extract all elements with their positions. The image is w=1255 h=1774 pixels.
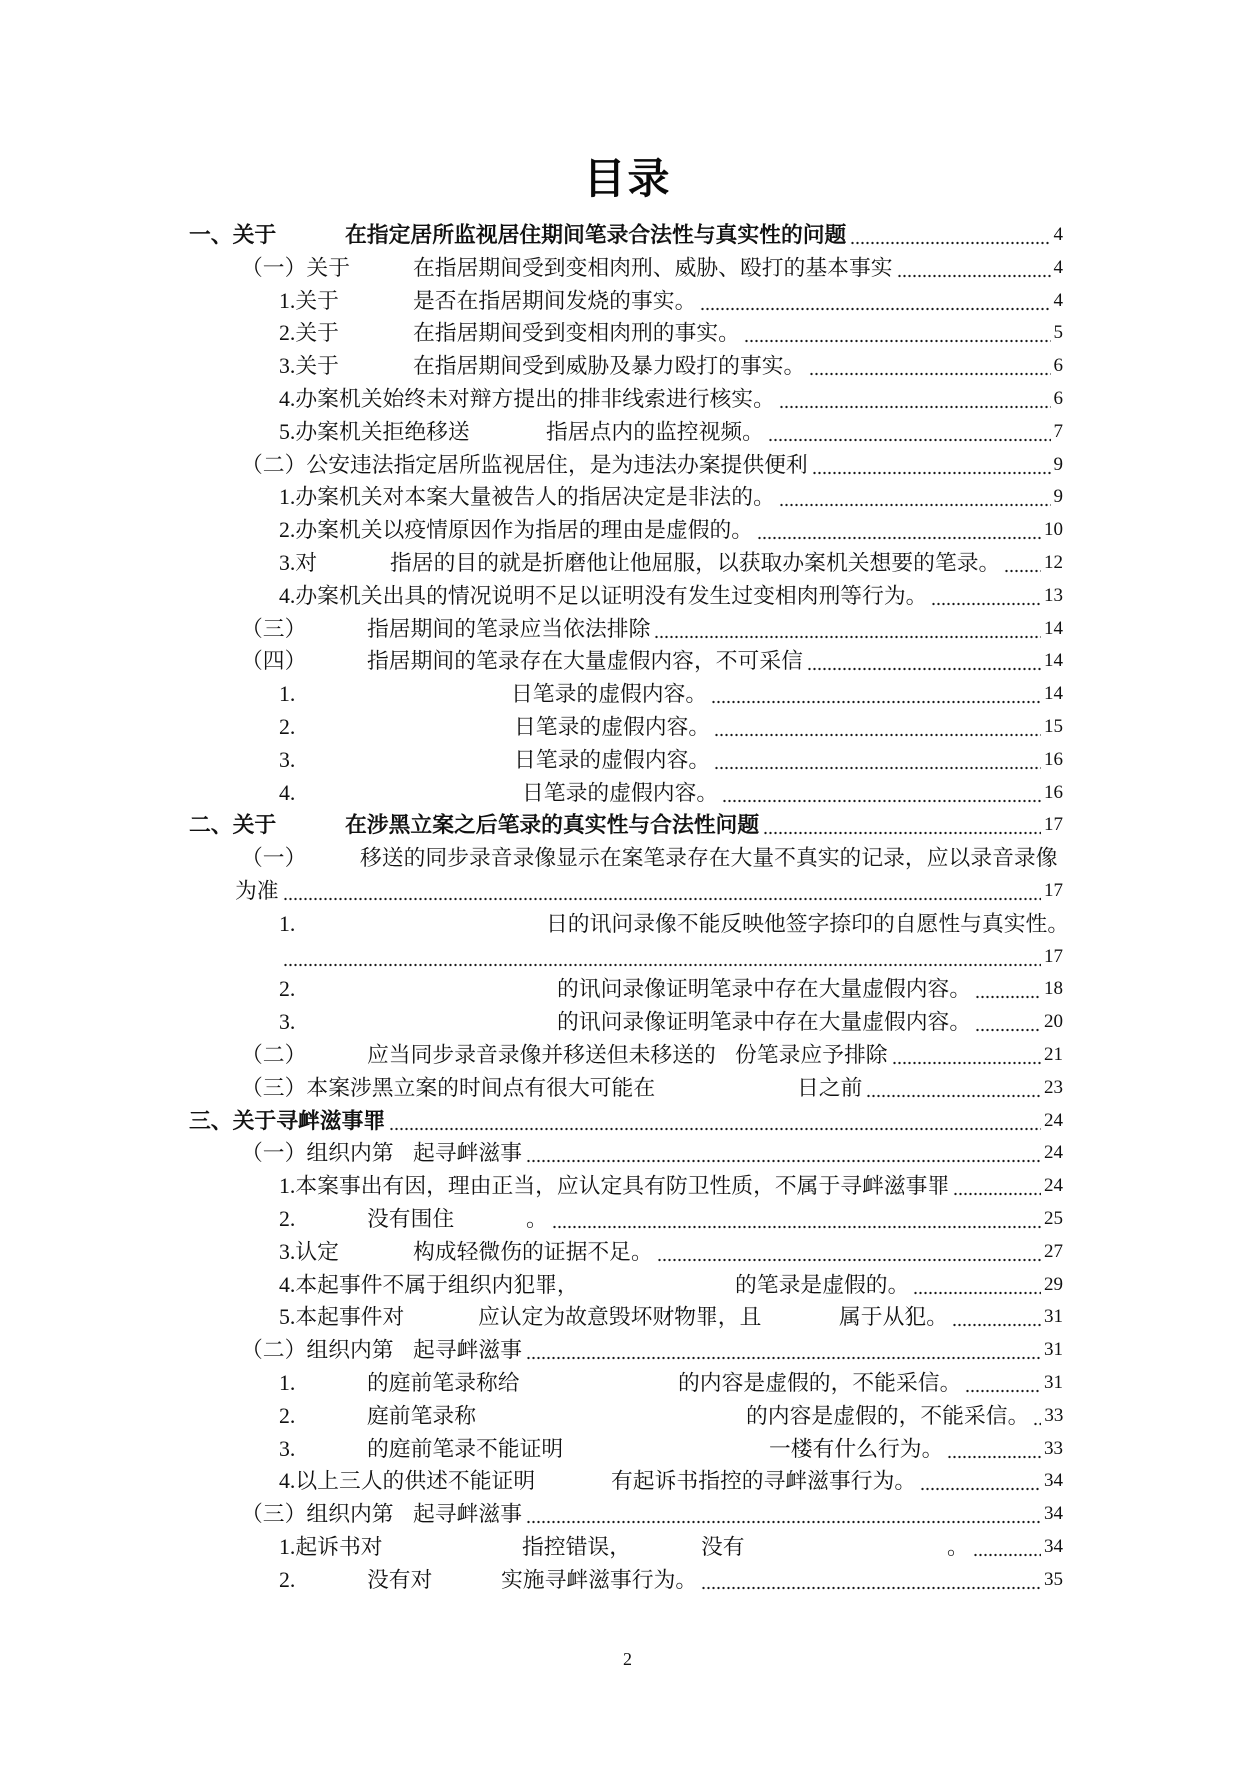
dot-leader — [763, 809, 1041, 841]
toc-page-number: 33 — [1044, 1437, 1063, 1459]
toc-page-number: 6 — [1053, 388, 1063, 409]
toc-entry-text: 在涉黑立案之后笔录的真实性与合法性问题 — [345, 813, 760, 838]
dot-leader — [866, 1072, 1041, 1104]
toc-entry-text: 没有围住 — [367, 1207, 455, 1231]
dot-leader — [973, 1531, 1041, 1563]
toc-entry-row — [279, 514, 1063, 546]
toc-entry-text: 有起诉书指控的寻衅滋事行为。 — [611, 1469, 917, 1494]
toc-page-number: 35 — [1044, 1568, 1063, 1590]
toc-entry-text: 2. — [279, 715, 296, 739]
toc-page-number: 31 — [1044, 1306, 1063, 1328]
toc-entry-text: 的讯问录像证明笔录中存在大量虚假内容。 — [557, 1010, 972, 1035]
toc-entry-row — [546, 416, 1063, 448]
toc-entry-text: 1.本案事出有因，理由正当，应认定具有防卫性质，不属于寻衅滋事罪 — [279, 1174, 950, 1199]
toc-entry-text: 的庭前笔录不能证明 — [367, 1436, 564, 1461]
toc-entry-row — [769, 1433, 1063, 1465]
toc-entry-text: 日笔录的虚假内容。 — [514, 715, 711, 739]
toc-entry-text: （三）本案涉黑立案的时间点有很大可能在 — [241, 1075, 656, 1100]
toc-entry-text: 。 — [947, 1535, 969, 1559]
toc-entry-text: 3.对 — [279, 551, 318, 575]
dot-leader — [654, 613, 1041, 645]
toc-entry-row — [279, 941, 1063, 973]
toc-page-number: 4 — [1053, 256, 1063, 278]
toc-page-number: 15 — [1044, 716, 1063, 737]
toc-entry-text: 2. — [279, 1567, 296, 1592]
toc-page-number: 4 — [1053, 289, 1063, 311]
toc-page-number: 33 — [1044, 1404, 1064, 1426]
toc-entry-text: 没有对 — [367, 1567, 433, 1592]
toc-page-number: 5 — [1053, 322, 1063, 344]
dot-leader — [975, 973, 1041, 1005]
toc-entry-text: 5.办案机关拒绝移送 — [279, 419, 470, 444]
toc-entry-text: （三）组织内第 — [241, 1502, 394, 1527]
toc-page-number: 16 — [1044, 781, 1063, 803]
dot-leader — [526, 1498, 1041, 1530]
toc-entry-text: （一）组织内第 — [241, 1141, 394, 1166]
toc-entry-text: 属于从犯。 — [839, 1305, 948, 1330]
toc-entry-row — [279, 383, 1063, 415]
dot-leader — [711, 678, 1041, 710]
toc-entry-row — [514, 744, 1063, 776]
toc-entry-text: 在指居期间受到威胁及暴力殴打的事实。 — [413, 354, 806, 379]
toc-entry-row — [367, 645, 1063, 677]
toc-page-number: 17 — [1044, 880, 1063, 901]
dot-leader — [892, 1039, 1041, 1071]
dot-leader — [1004, 547, 1041, 579]
toc-page-number: 24 — [1044, 1142, 1063, 1164]
toc-entry-text: 指居点内的监控视频。 — [546, 419, 764, 444]
toc-entry-row — [746, 1400, 1063, 1432]
toc-entry-row — [279, 580, 1063, 612]
dot-leader — [768, 416, 1051, 448]
toc-entry-text: 一楼有什么行为。 — [769, 1436, 944, 1461]
toc-entry-text: 3.关于 — [279, 354, 339, 379]
toc-entry-text: 移送的同步录音录像显示在案笔录存在大量不真实的记录，应以录音录像 — [360, 846, 1058, 871]
toc-entry-text: 指居期间的笔录应当依法排除 — [367, 616, 651, 641]
toc-entry-text: 起寻衅滋事 — [413, 1502, 522, 1527]
dot-leader — [779, 383, 1051, 415]
dot-leader — [700, 285, 1050, 317]
toc-entry-text: 4.以上三人的供述不能证明 — [279, 1469, 536, 1494]
toc-entry-row — [413, 252, 1063, 284]
toc-entry-text: 在指居期间受到变相肉刑、威胁、殴打的基本事实 — [413, 255, 893, 280]
toc-entry-text: 4.办案机关始终未对辩方提出的排非线索进行核实。 — [279, 387, 775, 411]
toc-page-number: 6 — [1053, 355, 1063, 377]
toc-page-number: 18 — [1044, 978, 1063, 1000]
toc-entry-text: 日笔录的虚假内容。 — [514, 747, 711, 772]
toc-entry-text: 日笔录的虚假内容。 — [522, 780, 719, 805]
toc-entry-text: 份笔录应予排除 — [735, 1043, 888, 1067]
toc-entry-row — [413, 285, 1063, 317]
toc-entry-text: 是否在指居期间发烧的事实。 — [413, 288, 697, 313]
toc-page-number: 14 — [1044, 617, 1063, 639]
toc-page-number: 10 — [1044, 519, 1063, 541]
toc-page-number: 24 — [1044, 1175, 1063, 1197]
toc-entry-text: 4. — [279, 780, 296, 805]
toc-entry-text: 的内容是虚假的，不能采信。 — [746, 1403, 1030, 1428]
toc-entry-text: 应当同步录音录像并移送但未移送的 — [367, 1043, 716, 1067]
toc-page-number: 23 — [1044, 1076, 1063, 1098]
dot-leader — [714, 711, 1041, 743]
toc-entry-row — [611, 1465, 1063, 1497]
toc-entry-row — [735, 1039, 1063, 1071]
toc-entry-text: 构成轻微伤的证据不足。 — [413, 1239, 653, 1264]
toc-page-number: 17 — [1044, 945, 1063, 967]
toc-page-number: 24 — [1044, 1109, 1063, 1131]
toc-entry-text: （一）关于 — [241, 255, 350, 280]
toc-page-number: 9 — [1053, 453, 1063, 475]
toc-entry-text: 应认定为故意毁坏财物罪，且 — [478, 1305, 762, 1330]
toc-entry-row — [413, 1137, 1063, 1169]
toc-entry-row — [557, 1006, 1063, 1038]
toc-entry-row — [390, 547, 1063, 579]
toc-page-number: 17 — [1044, 814, 1063, 836]
toc-entry-text: 日之前 — [797, 1075, 863, 1100]
toc-entry-text: 5.本起事件对 — [279, 1305, 405, 1330]
dot-leader — [850, 219, 1050, 251]
toc-entry-text: （四） — [241, 649, 307, 674]
toc-entry-text: 实施寻衅滋事行为。 — [501, 1567, 698, 1592]
dot-leader — [1033, 1400, 1041, 1432]
toc-entry-text: 3. — [279, 1436, 296, 1461]
toc-entry-text: 2. — [279, 1207, 296, 1231]
toc-entry-text: 1. — [279, 911, 296, 936]
dot-leader — [722, 777, 1041, 809]
toc-entry-row — [345, 219, 1063, 251]
dot-leader — [657, 1236, 1041, 1268]
dot-leader — [809, 350, 1050, 382]
dot-leader — [757, 514, 1041, 546]
toc-entry-text: 三、关于寻衅滋事罪 — [189, 1108, 386, 1133]
toc-entry-text: 为准 — [235, 879, 279, 903]
toc-entry-text: 日笔录的虚假内容。 — [511, 682, 708, 707]
toc-entry-row — [797, 1072, 1063, 1104]
toc-entry-text: 3. — [279, 1010, 296, 1035]
toc-page-number: 9 — [1053, 486, 1063, 508]
toc-entry-text: 的内容是虚假的，不能采信。 — [678, 1371, 962, 1395]
toc-page-number: 14 — [1044, 650, 1063, 672]
toc-entry-row — [735, 1269, 1063, 1301]
toc-page-number: 25 — [1044, 1208, 1063, 1229]
toc-entry-text: 4.办案机关出具的情况说明不足以证明没有发生过变相肉刑等行为。 — [279, 583, 928, 608]
toc-page-number: 14 — [1044, 683, 1063, 705]
toc-entry-text: 的笔录是虚假的。 — [735, 1272, 910, 1297]
dot-leader — [931, 580, 1041, 612]
toc-entry-text: 4.本起事件不属于组织内犯罪， — [279, 1272, 579, 1297]
dot-leader — [526, 1334, 1041, 1366]
toc-entry-text: 1.办案机关对本案大量被告人的指居决定是非法的。 — [279, 485, 775, 510]
toc-entry-text: 指居期间的笔录存在大量虚假内容，不可采信 — [367, 649, 803, 674]
toc-page-number: 27 — [1044, 1240, 1063, 1262]
toc-entry-row — [514, 711, 1063, 743]
dot-leader — [897, 252, 1051, 284]
toc-page-number: 20 — [1044, 1011, 1063, 1033]
toc-entry-row — [241, 449, 1063, 481]
toc-page-number: 31 — [1044, 1372, 1063, 1393]
page-number: 2 — [623, 1649, 632, 1669]
dot-leader — [812, 449, 1051, 481]
dot-leader — [947, 1433, 1041, 1465]
toc-page-number: 34 — [1044, 1503, 1063, 1525]
dot-leader — [389, 1105, 1041, 1137]
dot-leader — [714, 744, 1041, 776]
toc-entry-text: 1.起诉书对 — [279, 1535, 383, 1559]
dot-leader — [526, 1137, 1041, 1169]
dot-leader — [965, 1367, 1041, 1399]
toc-entry-text: 一、关于 — [189, 223, 277, 247]
toc-page-number: 34 — [1044, 1536, 1063, 1557]
toc-entry-row — [526, 1203, 1063, 1235]
toc-entry-row — [413, 1236, 1063, 1268]
dot-leader — [952, 1301, 1041, 1333]
toc-entry-row — [557, 973, 1063, 1005]
dot-leader — [920, 1465, 1041, 1497]
toc-entry-text: 2. — [279, 1403, 296, 1428]
toc-page-number: 34 — [1044, 1470, 1063, 1492]
toc-page-number: 21 — [1044, 1044, 1063, 1065]
toc-page-number: 7 — [1053, 420, 1063, 442]
dot-leader — [744, 317, 1051, 349]
toc-entry-text: 庭前笔录称 — [367, 1403, 476, 1428]
toc-page-number: 29 — [1044, 1273, 1063, 1295]
toc-title: 目录 — [583, 157, 672, 203]
toc-entry-row — [413, 350, 1063, 382]
toc-entry-row — [839, 1301, 1063, 1333]
toc-entry-text: 2.关于 — [279, 321, 339, 346]
toc-entry-row — [189, 1105, 1063, 1137]
toc-entry-row — [413, 1334, 1063, 1366]
toc-entry-text: 3. — [279, 747, 296, 772]
toc-entry-text: 2.办案机关以疫情原因作为指居的理由是虚假的。 — [279, 518, 754, 543]
toc-entry-text: 的庭前笔录称给 — [367, 1371, 520, 1395]
dot-leader — [807, 645, 1041, 677]
toc-page-number: 16 — [1044, 748, 1063, 770]
toc-entry-row — [367, 613, 1063, 645]
toc-entry-text: 起寻衅滋事 — [413, 1141, 522, 1166]
toc-entry-text: 指控错误， — [522, 1535, 631, 1559]
dot-leader — [701, 1564, 1041, 1596]
toc-entry-text: （三） — [241, 616, 307, 641]
toc-entry-text: （二）公安违法指定居所监视居住，是为违法办案提供便利 — [241, 452, 808, 477]
toc-entry-row — [501, 1564, 1063, 1596]
dot-leader — [283, 941, 1041, 973]
toc-entry-row — [235, 875, 1063, 907]
dot-leader — [779, 481, 1051, 513]
toc-entry-text: 1. — [279, 1371, 296, 1395]
toc-entry-text: 日的讯问录像不能反映他签字捺印的自愿性与真实性。 — [546, 911, 1070, 936]
toc-page-number: 4 — [1053, 224, 1063, 245]
toc-page-number: 13 — [1044, 584, 1063, 606]
toc-entry-text: 的讯问录像证明笔录中存在大量虚假内容。 — [557, 977, 972, 1002]
toc-entry-text: 2. — [279, 977, 296, 1002]
toc-entry-text: 在指定居所监视居住期间笔录合法性与真实性的问题 — [345, 223, 847, 247]
toc-entry-text: 指居的目的就是折磨他让他屈服，以获取办案机关想要的笔录。 — [390, 551, 1001, 575]
toc-entry-row — [678, 1367, 1063, 1399]
toc-entry-text: 起寻衅滋事 — [413, 1338, 522, 1363]
toc-entry-text: 。 — [526, 1207, 548, 1231]
dot-leader — [913, 1269, 1041, 1301]
toc-entry-text: 1.关于 — [279, 288, 339, 313]
toc-entry-row — [279, 1170, 1063, 1202]
toc-entry-text: （二）组织内第 — [241, 1338, 394, 1363]
toc-entry-text: 二、关于 — [189, 813, 277, 838]
toc-entry-row — [413, 317, 1063, 349]
toc-entry-row — [522, 777, 1063, 809]
dot-leader — [953, 1170, 1041, 1202]
dot-leader — [552, 1203, 1041, 1235]
toc-entry-text: 1. — [279, 682, 296, 707]
toc-entry-row — [279, 481, 1063, 513]
toc-entry-text: 3.认定 — [279, 1239, 339, 1264]
toc-entry-row — [511, 678, 1063, 710]
toc-entry-text: 在指居期间受到变相肉刑的事实。 — [413, 321, 740, 346]
toc-entry-row — [947, 1531, 1063, 1563]
toc-entry-text: （二） — [241, 1043, 307, 1067]
toc-entry-text: （一） — [241, 846, 307, 871]
toc-page-number: 12 — [1044, 552, 1063, 573]
toc-entry-row — [413, 1498, 1063, 1530]
toc-entry-row — [345, 809, 1063, 841]
toc-page-number: 31 — [1044, 1339, 1063, 1361]
dot-leader — [283, 875, 1041, 907]
toc-entry-text: 没有 — [701, 1535, 745, 1559]
dot-leader — [975, 1006, 1041, 1038]
